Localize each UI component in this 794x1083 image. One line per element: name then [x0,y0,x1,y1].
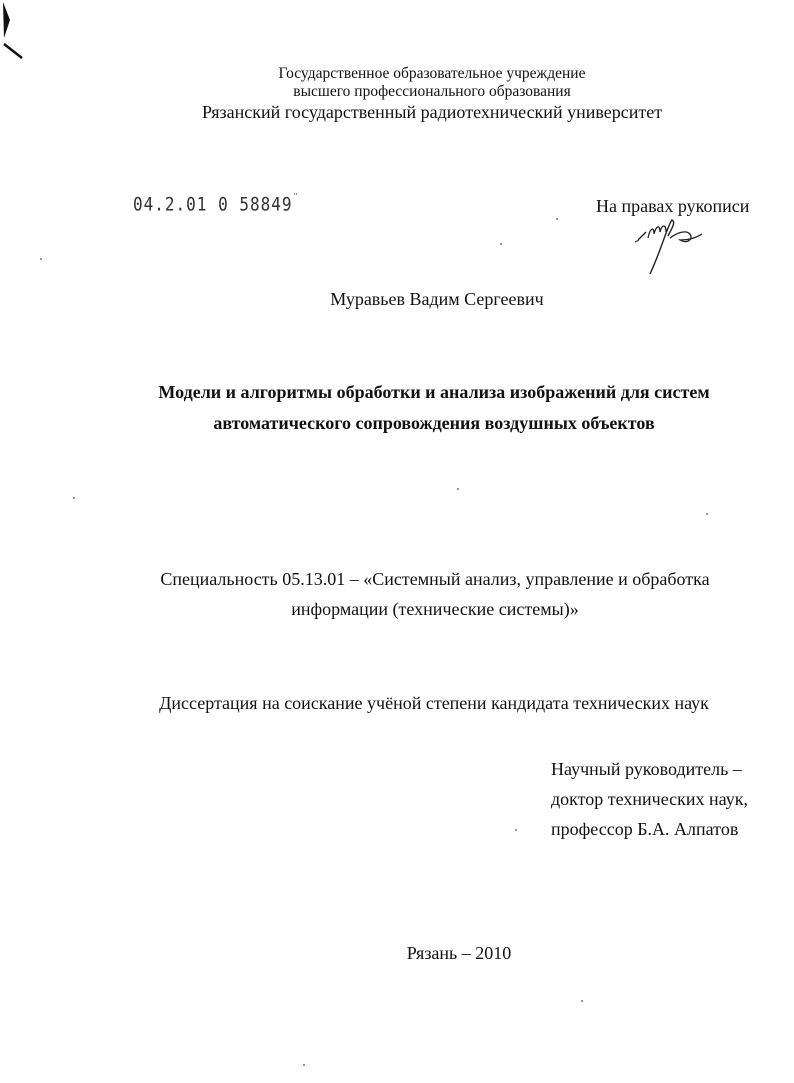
institution-line-2: высшего профессионального образования [293,83,571,100]
scan-speck [515,829,517,831]
signature [632,218,712,280]
scan-speck [303,1064,305,1066]
institution-line-1: Государственное образовательное учреждение [278,65,586,82]
city-year: Рязань – 2010 [406,943,512,963]
scan-speck [581,1000,583,1002]
university-name: Рязанский государственный радиотехнический университет [201,102,663,122]
manuscript-rights: На правах рукописи [596,196,750,216]
binding-marks [0,0,30,70]
supervisor-line-1: Научный руководитель – [551,759,742,779]
scan-speck [500,243,502,245]
registration-number: 04.2.01 0 58849¨ [133,193,300,215]
scan-speck [556,218,558,220]
specialty-line-2: информации (технические системы)» [291,599,579,619]
author-name: Муравьев Вадим Сергеевич [330,289,544,309]
scan-speck [706,513,708,515]
dissertation-title-line-1: Модели и алгоритмы обработки и анализа изображений для систем [158,382,710,402]
scan-speck [457,488,459,490]
dissertation-title-line-2: автоматического сопровождения воздушных объектов [213,413,655,433]
scan-speck [40,258,42,260]
specialty-line-1: Специальность 05.13.01 – «Системный анализ, управление и обработка [160,569,710,589]
dissertation-type: Диссертация на соискание учёной степени кандидата технических наук [159,693,709,713]
scan-speck [73,497,75,499]
supervisor-line-2: доктор технических наук, [551,789,748,809]
supervisor-line-3: профессор Б.А. Алпатов [551,819,739,839]
